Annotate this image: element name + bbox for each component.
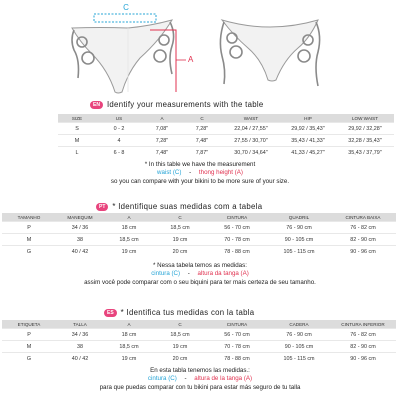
table-cell: 6 - 8	[96, 147, 142, 159]
table-cell: 76 - 90 cm	[268, 222, 330, 234]
table-cell: 7,28"	[182, 123, 222, 135]
label-a: A	[188, 55, 194, 64]
table-cell: 90 - 96 cm	[330, 246, 396, 258]
note-pt-measure-c: cintura (C)	[151, 270, 181, 277]
table-cell: 70 - 78 cm	[206, 234, 268, 246]
note-es-measure-c: cintura (C)	[147, 375, 177, 382]
table-row	[2, 341, 396, 353]
table-cell: M	[58, 135, 96, 147]
table-cell: 30,70 / 34,64"	[222, 147, 280, 159]
col-header: HIP	[280, 114, 336, 123]
table-cell: 18,5 cm	[154, 329, 206, 341]
col-header: CADERA	[268, 320, 330, 329]
table-cell: 90 - 105 cm	[268, 234, 330, 246]
col-header: A	[104, 213, 154, 222]
table-cell: 34 / 36	[56, 222, 104, 234]
table-cell: 78 - 88 cm	[206, 246, 268, 258]
table-cell: 41,33 / 45,27"	[280, 147, 336, 159]
table-cell: 90 - 96 cm	[330, 353, 396, 365]
table-cell: 34 / 36	[56, 329, 104, 341]
table-row	[58, 135, 394, 147]
table-cell: 56 - 70 cm	[206, 329, 268, 341]
table-cell: S	[58, 123, 96, 135]
table-cell: 40 / 42	[56, 246, 104, 258]
col-header: LOW WAIST	[336, 114, 394, 123]
section-pt-heading	[96, 202, 262, 211]
col-header: CINTURA	[206, 320, 268, 329]
table-cell: 18,5 cm	[154, 222, 206, 234]
table-cell: 29,92 / 32,28"	[336, 123, 394, 135]
table-cell: 76 - 90 cm	[268, 329, 330, 341]
table-row	[2, 222, 396, 234]
note-es-line3: para que puedas comparar con tu bikini para estar más seguro de tu talla	[99, 384, 301, 391]
table-cell: P	[2, 329, 56, 341]
table-cell: L	[58, 147, 96, 159]
table-row	[2, 246, 396, 258]
note-es-dash: -	[184, 375, 187, 382]
table-cell: 78 - 88 cm	[206, 353, 268, 365]
section-en-heading	[90, 100, 264, 109]
table-cell: 105 - 115 cm	[268, 353, 330, 365]
table-cell: 38	[56, 341, 104, 353]
table-cell: 70 - 78 cm	[206, 341, 268, 353]
lang-badge-en: EN	[90, 101, 103, 109]
col-header: C	[154, 213, 206, 222]
section-pt-title: * Identifique suas medidas com a tabela	[112, 202, 263, 211]
table-row	[2, 329, 396, 341]
table-cell: 29,92 / 35,43"	[280, 123, 336, 135]
table-header-row	[58, 114, 394, 123]
note-en-measure-a: thong height (A)	[198, 169, 243, 176]
table-cell: 19 cm	[154, 234, 206, 246]
table-cell: G	[2, 353, 56, 365]
table-cell: 7,48"	[142, 147, 182, 159]
col-header: TAMANHO	[2, 213, 56, 222]
note-pt-measure-a: altura da tanga (A)	[197, 270, 249, 277]
table-cell: 76 - 82 cm	[330, 329, 396, 341]
col-header: ETIQUETA	[2, 320, 56, 329]
table-cell: 18 cm	[104, 222, 154, 234]
col-header: TALLA	[56, 320, 104, 329]
table-header-row	[2, 320, 396, 329]
col-header: WAIST	[222, 114, 280, 123]
table-cell: 82 - 90 cm	[330, 234, 396, 246]
note-en-line2	[0, 169, 400, 177]
table-cell: 7,48"	[182, 135, 222, 147]
col-header: C	[182, 114, 222, 123]
lang-badge-pt: PT	[96, 203, 108, 211]
table-cell: 35,43 / 41,33"	[280, 135, 336, 147]
table-cell: M	[2, 234, 56, 246]
table-cell: 20 cm	[154, 353, 206, 365]
bikini-front-drawing	[72, 14, 186, 93]
bikini-illustration	[0, 0, 400, 96]
table-cell: 19 cm	[104, 353, 154, 365]
note-en-line1: * In this table we have the measurement	[144, 161, 256, 168]
table-cell: 22,04 / 27,55"	[222, 123, 280, 135]
table-cell: 18,5 cm	[104, 234, 154, 246]
table-cell: 105 - 115 cm	[268, 246, 330, 258]
note-pt-line3: assim você pode comparar com o seu biquini para ter mais certeza de seu tamanho.	[84, 279, 316, 286]
size-table-pt	[2, 213, 396, 257]
table-cell: 19 cm	[154, 341, 206, 353]
table-cell: P	[2, 222, 56, 234]
col-header: C	[154, 320, 206, 329]
table-cell: 0 - 2	[96, 123, 142, 135]
table-cell: 27,55 / 30,70"	[222, 135, 280, 147]
table-cell: 20 cm	[154, 246, 206, 258]
table-cell: 56 - 70 cm	[206, 222, 268, 234]
lang-badge-es: ES	[104, 309, 117, 317]
col-header: CINTURA	[206, 213, 268, 222]
bikini-back-drawing	[220, 20, 319, 86]
col-header: CINTURA BAIXA	[330, 213, 396, 222]
col-header: A	[142, 114, 182, 123]
table-cell: 18,5 cm	[104, 341, 154, 353]
size-table-en	[58, 114, 394, 158]
table-row	[58, 147, 394, 159]
table-row	[58, 123, 394, 135]
col-header: A	[104, 320, 154, 329]
table-cell: 18 cm	[104, 329, 154, 341]
table-cell: 82 - 90 cm	[330, 341, 396, 353]
table-cell: 7,28"	[142, 135, 182, 147]
table-cell: M	[2, 341, 56, 353]
table-cell: 40 / 42	[56, 353, 104, 365]
table-header-row	[2, 213, 396, 222]
col-header: US	[96, 114, 142, 123]
table-cell: 32,28 / 35,43"	[336, 135, 394, 147]
table-cell: 90 - 105 cm	[268, 341, 330, 353]
table-row	[2, 353, 396, 365]
note-en-measure-c: waist (C)	[157, 169, 182, 176]
label-c: C	[123, 3, 129, 12]
table-cell: 38	[56, 234, 104, 246]
col-header: QUADRIL	[268, 213, 330, 222]
table-cell: 35,43 / 37,79"	[336, 147, 394, 159]
size-table-es	[2, 320, 396, 364]
table-cell: G	[2, 246, 56, 258]
section-es-heading	[104, 308, 254, 317]
col-header: MANEQUIM	[56, 213, 104, 222]
note-es-measure-a: altura de la tanga (A)	[194, 375, 253, 382]
note-es-line2	[0, 375, 400, 383]
note-pt-dash: -	[187, 270, 190, 277]
note-pt-line2	[0, 270, 400, 278]
table-cell: 76 - 82 cm	[330, 222, 396, 234]
note-en-line3: so you can compare with your bikini to be more sure of your size.	[110, 178, 290, 185]
note-es-line1: En esta tabla tenemos las medidas.:	[150, 367, 250, 374]
table-cell: 7,08"	[142, 123, 182, 135]
table-cell: 4	[96, 135, 142, 147]
note-pt-line1: * Nessa tabela temos as medidas:	[153, 262, 247, 269]
table-cell: 19 cm	[104, 246, 154, 258]
table-cell: 7,87"	[182, 147, 222, 159]
note-en-dash: -	[189, 169, 192, 176]
section-en-title: Identify your measurements with the table	[106, 100, 264, 109]
table-row	[2, 234, 396, 246]
section-es-title: * Identifica tus medidas con la tabla	[120, 308, 255, 317]
col-header: CINTURA INFERIOR	[330, 320, 396, 329]
col-header: SIZE	[58, 114, 96, 123]
